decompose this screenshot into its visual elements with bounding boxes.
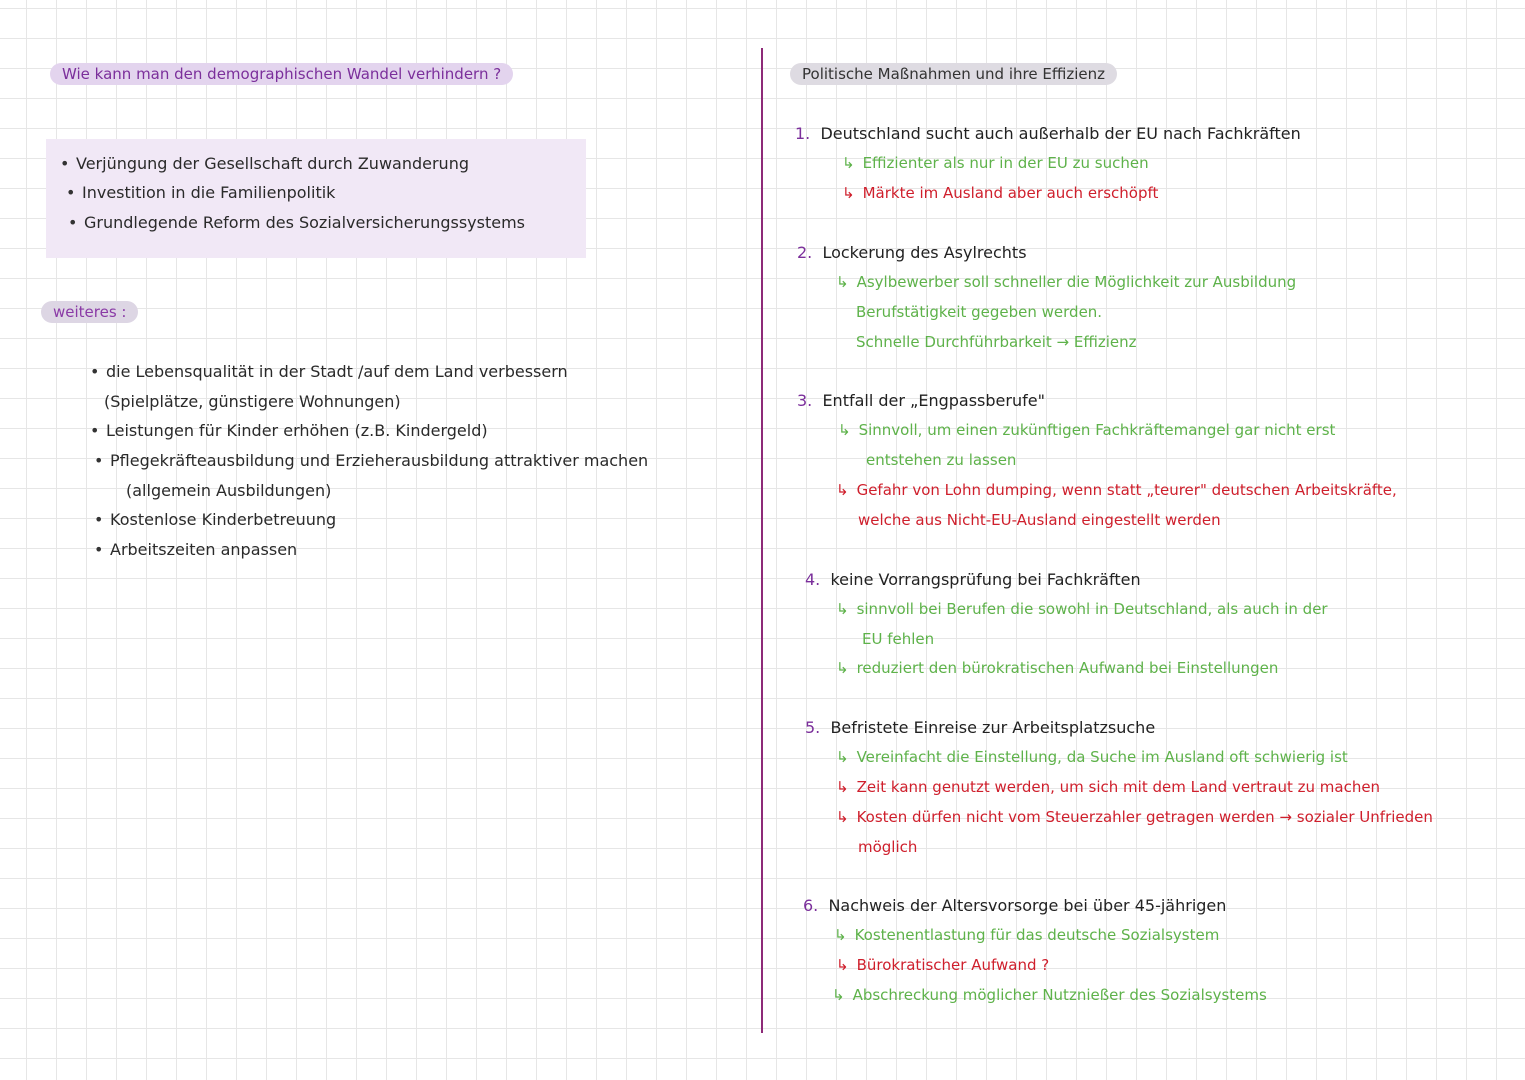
arrow-icon: ↳ — [836, 659, 849, 677]
measure-1-text: Deutschland sucht auch außerhalb der EU nach Fachkräften — [820, 124, 1301, 143]
measures-heading: Politische Maßnahmen und ihre Effizienz — [790, 63, 1117, 85]
measure-5-con-cont: möglich — [858, 838, 918, 856]
measure-4-pro: ↳ sinnvoll bei Berufen die sowohl in Deutschland, als auch in der — [836, 600, 1328, 618]
more-item-4: • Kostenlose Kinderbetreuung — [110, 510, 336, 529]
measure-2-number: 2. — [797, 243, 813, 262]
measure-6-con: ↳ Bürokratischer Aufwand ? — [836, 956, 1050, 974]
measure-3-heading — [797, 391, 1045, 410]
measure-3-con-cont: welche aus Nicht-EU-Ausland eingestellt werden — [858, 511, 1221, 529]
measure-5-con: ↳ Zeit kann genutzt werden, um sich mit dem Land vertraut zu machen — [836, 778, 1381, 796]
more-item-1-cont: (Spielplätze, günstigere Wohnungen) — [104, 392, 401, 411]
arrow-icon: ↳ — [836, 273, 849, 291]
arrow-icon: ↳ — [832, 986, 845, 1004]
measure-4-pro-2: ↳ reduziert den bürokratischen Aufwand bei Einstellungen — [836, 659, 1279, 677]
more-item-1: • die Lebensqualität in der Stadt /auf dem Land verbessern — [106, 362, 568, 381]
measure-5-heading — [805, 718, 1155, 737]
measure-5-text: Befristete Einreise zur Arbeitsplatzsuche — [830, 718, 1156, 737]
measure-5-pro: ↳ Vereinfacht die Einstellung, da Suche im Ausland oft schwierig ist — [836, 748, 1348, 766]
box-item-2: • Investition in die Familienpolitik — [82, 183, 335, 202]
arrow-icon: ↳ — [838, 421, 851, 439]
arrow-icon: ↳ — [836, 600, 849, 618]
measure-4-heading — [805, 570, 1141, 589]
measure-6-pro: ↳ Kostenentlastung für das deutsche Sozialsystem — [834, 926, 1220, 944]
box-item-3: • Grundlegende Reform des Sozialversicherungssystems — [84, 213, 525, 232]
more-item-5: • Arbeitszeiten anpassen — [110, 540, 297, 559]
more-item-3: • Pflegekräfteausbildung und Erzieherausbildung attraktiver machen — [110, 451, 648, 470]
measure-1-pro: ↳ Effizienter als nur in der EU zu suchen — [842, 154, 1149, 172]
measure-3-text: Entfall der „Engpassberufe" — [822, 391, 1045, 410]
measure-2-heading — [797, 243, 1027, 262]
measure-2-pro: ↳ Asylbewerber soll schneller die Möglichkeit zur Ausbildung — [836, 273, 1297, 291]
measure-3-pro-cont: entstehen zu lassen — [866, 451, 1017, 469]
measure-2-text: Lockerung des Asylrechts — [822, 243, 1027, 262]
measure-3-number: 3. — [797, 391, 813, 410]
question-heading: Wie kann man den demographischen Wandel verhindern ? — [50, 63, 513, 85]
arrow-icon: ↳ — [836, 956, 849, 974]
arrow-icon: ↳ — [836, 808, 849, 826]
arrow-icon: ↳ — [834, 926, 847, 944]
measure-3-con: ↳ Gefahr von Lohn dumping, wenn statt „teurer" deutschen Arbeitskräfte, — [836, 481, 1397, 499]
measure-6-text: Nachweis der Altersvorsorge bei über 45-jährigen — [828, 896, 1227, 915]
box-item-1: • Verjüngung der Gesellschaft durch Zuwanderung — [76, 154, 469, 173]
measure-4-text: keine Vorrangsprüfung bei Fachkräften — [830, 570, 1141, 589]
more-item-3-cont: (allgemein Ausbildungen) — [126, 481, 332, 500]
measure-2-pro-cont2: Schnelle Durchführbarkeit → Effizienz — [856, 333, 1137, 351]
measure-3-pro: ↳ Sinnvoll, um einen zukünftigen Fachkräftemangel gar nicht erst — [838, 421, 1336, 439]
measure-5-number: 5. — [805, 718, 821, 737]
measure-6-number: 6. — [803, 896, 819, 915]
measure-6-heading — [803, 896, 1226, 915]
measure-5-con-2: ↳ Kosten dürfen nicht vom Steuerzahler getragen werden → sozialer Unfrieden — [836, 808, 1433, 826]
measure-4-number: 4. — [805, 570, 821, 589]
measure-4-pro-cont: EU fehlen — [862, 630, 935, 648]
arrow-icon: ↳ — [836, 778, 849, 796]
more-item-2: • Leistungen für Kinder erhöhen (z.B. Kindergeld) — [106, 421, 488, 440]
arrow-icon: ↳ — [836, 748, 849, 766]
measure-6-pro-2: ↳ Abschreckung möglicher Nutznießer des Sozialsystems — [832, 986, 1267, 1004]
measure-1-number: 1. — [795, 124, 811, 143]
measure-1-con: ↳ Märkte im Ausland aber auch erschöpft — [842, 184, 1159, 202]
arrow-icon: ↳ — [842, 184, 855, 202]
arrow-icon: ↳ — [842, 154, 855, 172]
arrow-icon: ↳ — [836, 481, 849, 499]
measure-2-pro-cont: Berufstätigkeit gegeben werden. — [856, 303, 1103, 321]
more-heading: weiteres : — [41, 301, 138, 323]
measure-1-heading — [795, 124, 1301, 143]
column-divider — [761, 48, 763, 1033]
